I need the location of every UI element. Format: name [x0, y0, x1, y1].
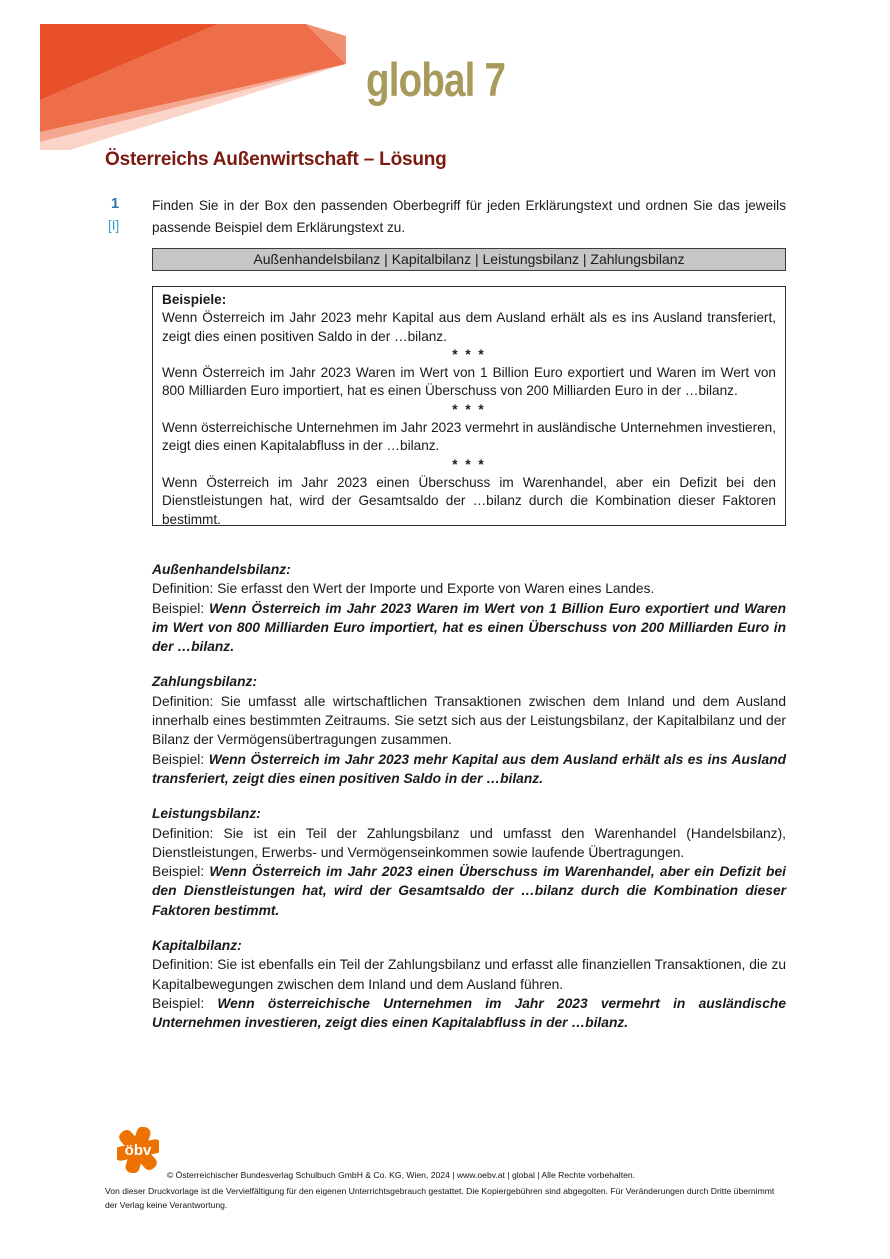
example-text: Wenn Österreich im Jahr 2023 Waren im Wert von 1 Billion Euro exportiert und Waren im Wert von 800 Milliarden Euro importiert, hat es einen Überschuss von 200 Milliarden Euro in der …bilanz.	[152, 600, 786, 655]
definition-text: Sie umfasst alle wirtschaftlichen Transaktionen zwischen dem Inland und dem Ausland innerhalb eines bestimmten Zeitraums. Sie setzt sich aus der Leistungsbilanz, der Kapitalbilanz und der Bilanz der Vermögensübertragungen zusammen.	[152, 693, 786, 748]
footer-notice: Von dieser Druckvorlage ist die Vervielfältigung für den eigenen Unterrichtsgebrauch gestattet. Die Kopiergebühren sind abgegolten. Für Veränderungen durch Dritte übernimmt der Verlag keine Verantwortung.	[105, 1186, 775, 1210]
oebv-logo-text: öbv	[124, 1142, 152, 1159]
example-item: Wenn Österreich im Jahr 2023 Waren im Wert von 1 Billion Euro exportiert und Waren im Wert von 800 Milliarden Euro importiert, hat es einen Überschuss von 200 Milliarden Euro in der …bilanz.	[162, 365, 776, 399]
example-label: Beispiel:	[152, 864, 210, 880]
definition-label: Definition:	[152, 957, 218, 973]
solution-definition	[152, 824, 786, 863]
solution-definition	[152, 579, 786, 598]
example-label: Beispiel:	[152, 995, 218, 1011]
page-title: Österreichs Außenwirtschaft – Lösung	[105, 149, 447, 170]
example-label: Beispiel:	[152, 751, 209, 767]
definition-text: Sie erfasst den Wert der Importe und Exporte von Waren eines Landes.	[217, 581, 655, 597]
word-bank: Außenhandelsbilanz | Kapitalbilanz | Leistungsbilanz | Zahlungsbilanz	[152, 248, 786, 271]
footer-copyright: © Österreichischer Bundesverlag Schulbuch GmbH & Co. KG, Wien, 2024 | www.oebv.at | global | Alle Rechte vorbehalten.	[166, 1170, 636, 1180]
definition-label: Definition:	[152, 825, 224, 841]
solution-term: Leistungsbilanz:	[152, 806, 261, 822]
task-difficulty-tag: [I]	[108, 218, 120, 233]
definition-label: Definition:	[152, 693, 221, 709]
example-separator: * * *	[452, 456, 486, 472]
publisher-swoosh-logo	[40, 24, 346, 150]
solution-aussenhandelsbilanz	[152, 560, 786, 656]
solution-definition	[152, 692, 786, 750]
task-number: 1	[111, 196, 120, 212]
oebv-logo	[117, 1127, 159, 1173]
definition-text: Sie ist ein Teil der Zahlungsbilanz und umfasst den Warenhandel (Handelsbilanz), Dienstleistungen, Erwerbs- und Vermögenseinkommen sowie laufende Übertragungen.	[152, 825, 786, 860]
definition-label: Definition:	[152, 581, 218, 597]
example-text: Wenn Österreich im Jahr 2023 einen Überschuss im Warenhandel, aber ein Defizit bei den Dienstleistungen hat, wird der Gesamtsaldo der …bilanz durch die Kombination dieser Faktoren bestimmt.	[152, 864, 786, 918]
solutions-list	[152, 560, 786, 1049]
examples-box	[152, 286, 786, 526]
example-item: Wenn österreichische Unternehmen im Jahr 2023 vermehrt in ausländische Unternehmen investieren, zeigt dies einen Kapitalabfluss in der …bilanz.	[162, 420, 776, 454]
solution-kapitalbilanz	[152, 936, 786, 1032]
solution-example	[152, 750, 786, 789]
example-label: Beispiel:	[152, 600, 210, 616]
solution-term: Außenhandelsbilanz:	[152, 562, 291, 577]
solution-definition	[152, 955, 786, 994]
solution-leistungsbilanz	[152, 804, 786, 920]
examples-box-heading: Beispiele:	[162, 292, 227, 307]
example-text: Wenn österreichische Unternehmen im Jahr 2023 vermehrt in ausländische Unternehmen investieren, zeigt dies einen Kapitalabfluss in der …bilanz.	[152, 995, 786, 1031]
definition-text: Sie ist ebenfalls ein Teil der Zahlungsbilanz und erfasst alle finanziellen Transaktionen, die zu Kapitalbewegungen zwischen dem Inland und dem Ausland führen.	[152, 957, 787, 992]
brand-title: global 7	[366, 53, 506, 106]
solution-term: Kapitalbilanz:	[152, 938, 242, 954]
example-separator: * * *	[452, 401, 486, 417]
example-separator: * * *	[452, 346, 486, 362]
solution-example	[152, 994, 786, 1033]
solution-example	[152, 599, 786, 657]
task-instruction: Finden Sie in der Box den passenden Oberbegriff für jeden Erklärungstext und ordnen Sie das jeweils passende Beispiel dem Erklärungstext zu.	[152, 198, 786, 235]
example-item: Wenn Österreich im Jahr 2023 einen Überschuss im Warenhandel, aber ein Defizit bei den Dienstleistungen hat, wird der Gesamtsaldo der …bilanz durch die Kombination dieser Faktoren bestimmt.	[162, 474, 776, 527]
solution-zahlungsbilanz	[152, 672, 786, 788]
solution-example	[152, 862, 786, 920]
solution-term: Zahlungsbilanz:	[152, 674, 258, 690]
example-text: Wenn Österreich im Jahr 2023 mehr Kapital aus dem Ausland erhält als es ins Ausland transferiert, zeigt dies einen positiven Saldo in der …bilanz.	[152, 751, 787, 786]
example-item: Wenn Österreich im Jahr 2023 mehr Kapital aus dem Ausland erhält als es ins Ausland transferiert, zeigt dies einen positiven Saldo in der …bilanz.	[162, 310, 776, 344]
